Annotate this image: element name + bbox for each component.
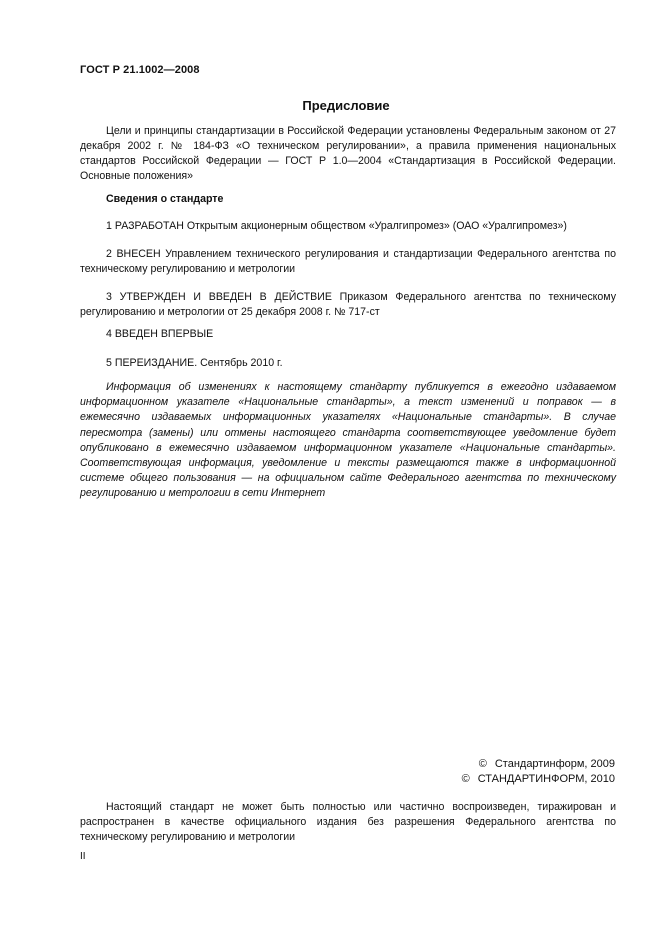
standard-info-item-5	[80, 356, 616, 371]
standard-info-item-1	[80, 219, 616, 234]
item-3-text: Приказом Федерального агентства по техническому регулированию и метрологии от 25 декабря 2008 г. № 717-ст	[80, 291, 616, 318]
item-2-text: Управлением технического регулирования и стандартизации Федерального агентства по техническому регулированию и метрологии	[80, 248, 616, 275]
section-title: Предисловие	[302, 98, 390, 113]
item-5-lead: 5 ПЕРЕИЗДАНИЕ.	[106, 357, 198, 369]
copyright-1-text: Стандартинформ, 2009	[494, 758, 615, 770]
item-3-lead: 3 УТВЕРЖДЕН И ВВЕДЕН В ДЕЙСТВИЕ	[106, 291, 332, 303]
standard-info-item-3	[80, 290, 616, 320]
item-1-lead: 1 РАЗРАБОТАН	[106, 220, 184, 232]
copyright-symbol-icon: ©	[478, 758, 487, 770]
standard-info-item-2	[80, 247, 616, 277]
copyright-line-2	[462, 773, 615, 785]
standard-info-item-4	[80, 327, 616, 342]
intro-paragraph: Цели и принципы стандартизации в Российской Федерации установлены Федеральным законом от 27 декабря 2002 г. № 184-ФЗ «О техническом регулировании», а правила применения национальных стандартов Российской Федерации — ГОСТ Р 1.0—2004 «Стандартизация в Российской Федерации. Основные положения»	[80, 125, 616, 182]
amendments-info-paragraph: Информация об изменениях к настоящему стандарту публикуется в ежегодно издаваемом информационном указателе «Национальные стандарты», а текст изменений и поправок — в ежемесячно издаваемых информационных указателях «Национальные стандарты». В случае пересмотра (замены) или отмены настоящего стандарта соответствующее уведомление будет опубликовано в ежемесячно издаваемом информационном указателе «Национальные стандарты». Соответствующая информация, уведомление и тексты размещаются также в информационной системе общего пользования — на официальном сайте Федерального агентства по техническому регулированию и метрологии в сети Интернет	[80, 381, 616, 500]
item-4-lead: 4 ВВЕДЕН ВПЕРВЫЕ	[106, 328, 214, 340]
copyright-2-text: СТАНДАРТИНФОРМ, 2010	[477, 773, 615, 785]
reproduction-notice: Настоящий стандарт не может быть полностью или частично воспроизведен, тиражирован и распространен в качестве официального издания без разрешения Федерального агентства по техническому регулированию и метрологии	[80, 801, 616, 843]
document-header-id: ГОСТ Р 21.1002—2008	[80, 64, 200, 76]
copyright-line-1	[479, 758, 615, 770]
page-number: II	[80, 851, 86, 862]
standard-info-heading: Сведения о стандарте	[106, 193, 224, 205]
item-5-text: Сентябрь 2010 г.	[197, 357, 283, 369]
copyright-symbol-icon: ©	[461, 773, 470, 785]
item-2-lead: 2 ВНЕСЕН	[106, 248, 161, 260]
item-1-text: Открытым акционерным обществом «Уралгипромез» (ОАО «Уралгипромез»)	[183, 220, 567, 232]
